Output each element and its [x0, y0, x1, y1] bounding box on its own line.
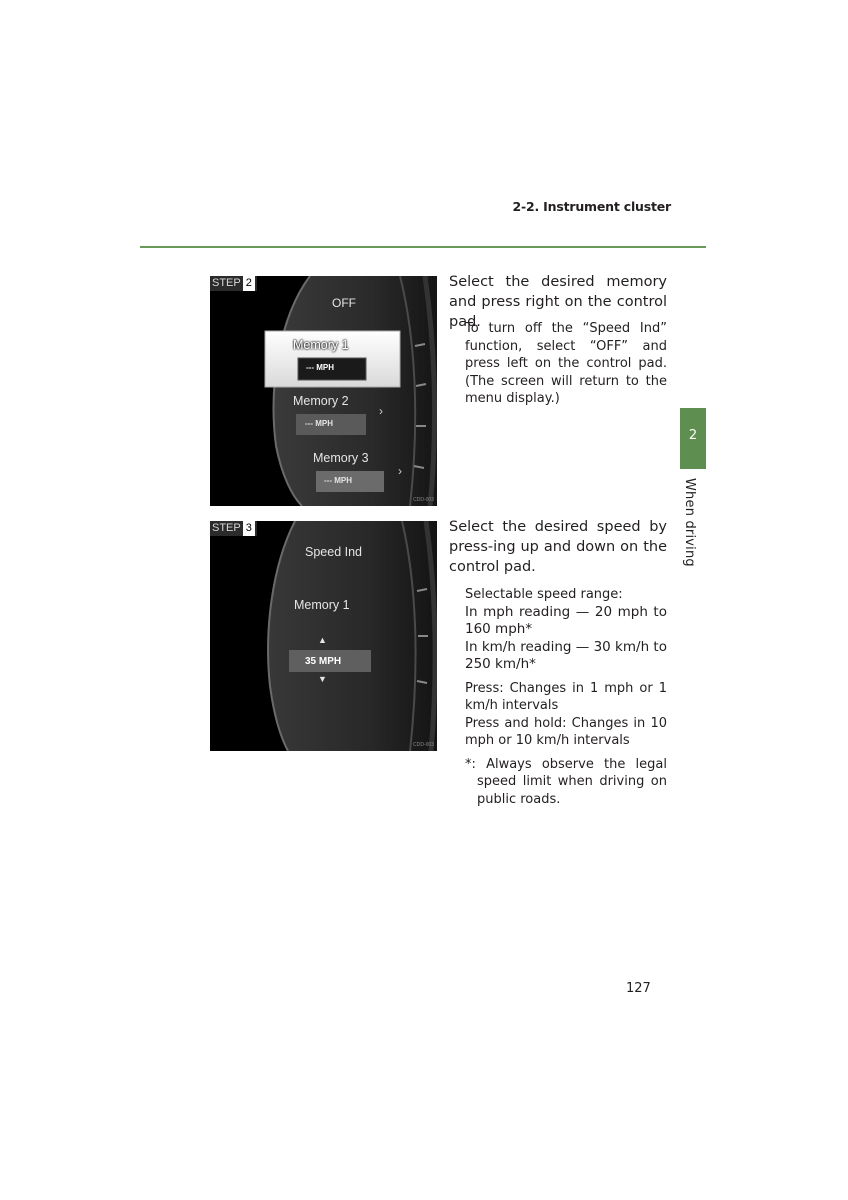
memory-3-speed: --- MPH [324, 476, 352, 485]
speed-range-heading: Selectable speed range: [465, 587, 623, 602]
chevron-right-icon: › [379, 404, 383, 418]
step-badge [210, 521, 257, 536]
step-badge-label: STEP [212, 277, 241, 289]
mph-range: In mph reading — 20 mph to 160 mph* [465, 603, 667, 637]
step-2-note [465, 320, 667, 408]
menu-item-memory-2: Memory 2 [293, 394, 349, 408]
step-badge-number: 2 [243, 276, 255, 291]
arrow-up-icon: ▲ [318, 635, 327, 645]
chapter-number: 2 [688, 428, 698, 443]
chevron-right-icon: › [398, 464, 402, 478]
step-2-instruction: Select the desired memory and press right on the control pad. [449, 274, 667, 330]
screen-memory-label: Memory 1 [294, 598, 350, 612]
step-badge-label: STEP [212, 522, 241, 534]
memory-1-speed: --- MPH [306, 363, 334, 372]
image-code: CDD-003 [413, 497, 434, 503]
press-hold-note: Press and hold: Changes in 10 mph or 10 km/h intervals [465, 715, 667, 748]
kmh-range: In km/h reading — 30 km/h to 250 km/h* [465, 638, 667, 672]
menu-item-off: OFF [332, 296, 356, 310]
section-title: 2-2. Instrument cluster [512, 199, 671, 214]
arrow-down-icon: ▼ [318, 674, 327, 684]
speed-value: 35 MPH [305, 656, 342, 667]
footnote: *: Always observe the legal speed limit when driving on public roads. [465, 756, 667, 807]
menu-item-memory-3: Memory 3 [313, 451, 369, 465]
step-3-screenshot [210, 521, 437, 751]
step-3-instruction: Select the desired speed by press-ing up and down on the control pad. [449, 519, 667, 575]
press-note: Press: Changes in 1 mph or 1 km/h intervals [465, 680, 667, 713]
note-text: To turn off the “Speed Ind” function, select “OFF” and press left on the control pad. (The screen will return to the menu display.) [465, 321, 667, 406]
chapter-tab [680, 408, 706, 469]
step-badge [210, 276, 257, 291]
cluster-display-graphic [210, 276, 437, 506]
menu-item-memory-1: Memory 1 [293, 338, 349, 352]
step-3-notes [465, 586, 667, 808]
image-code: CDD-003 [413, 742, 434, 748]
memory-2-speed: --- MPH [305, 419, 333, 428]
screen-title: Speed Ind [305, 545, 362, 559]
chapter-label: When driving [682, 478, 697, 567]
step-2-screenshot [210, 276, 437, 506]
page-number: 127 [626, 981, 651, 996]
header-divider [140, 246, 706, 248]
step-badge-number: 3 [243, 521, 255, 536]
